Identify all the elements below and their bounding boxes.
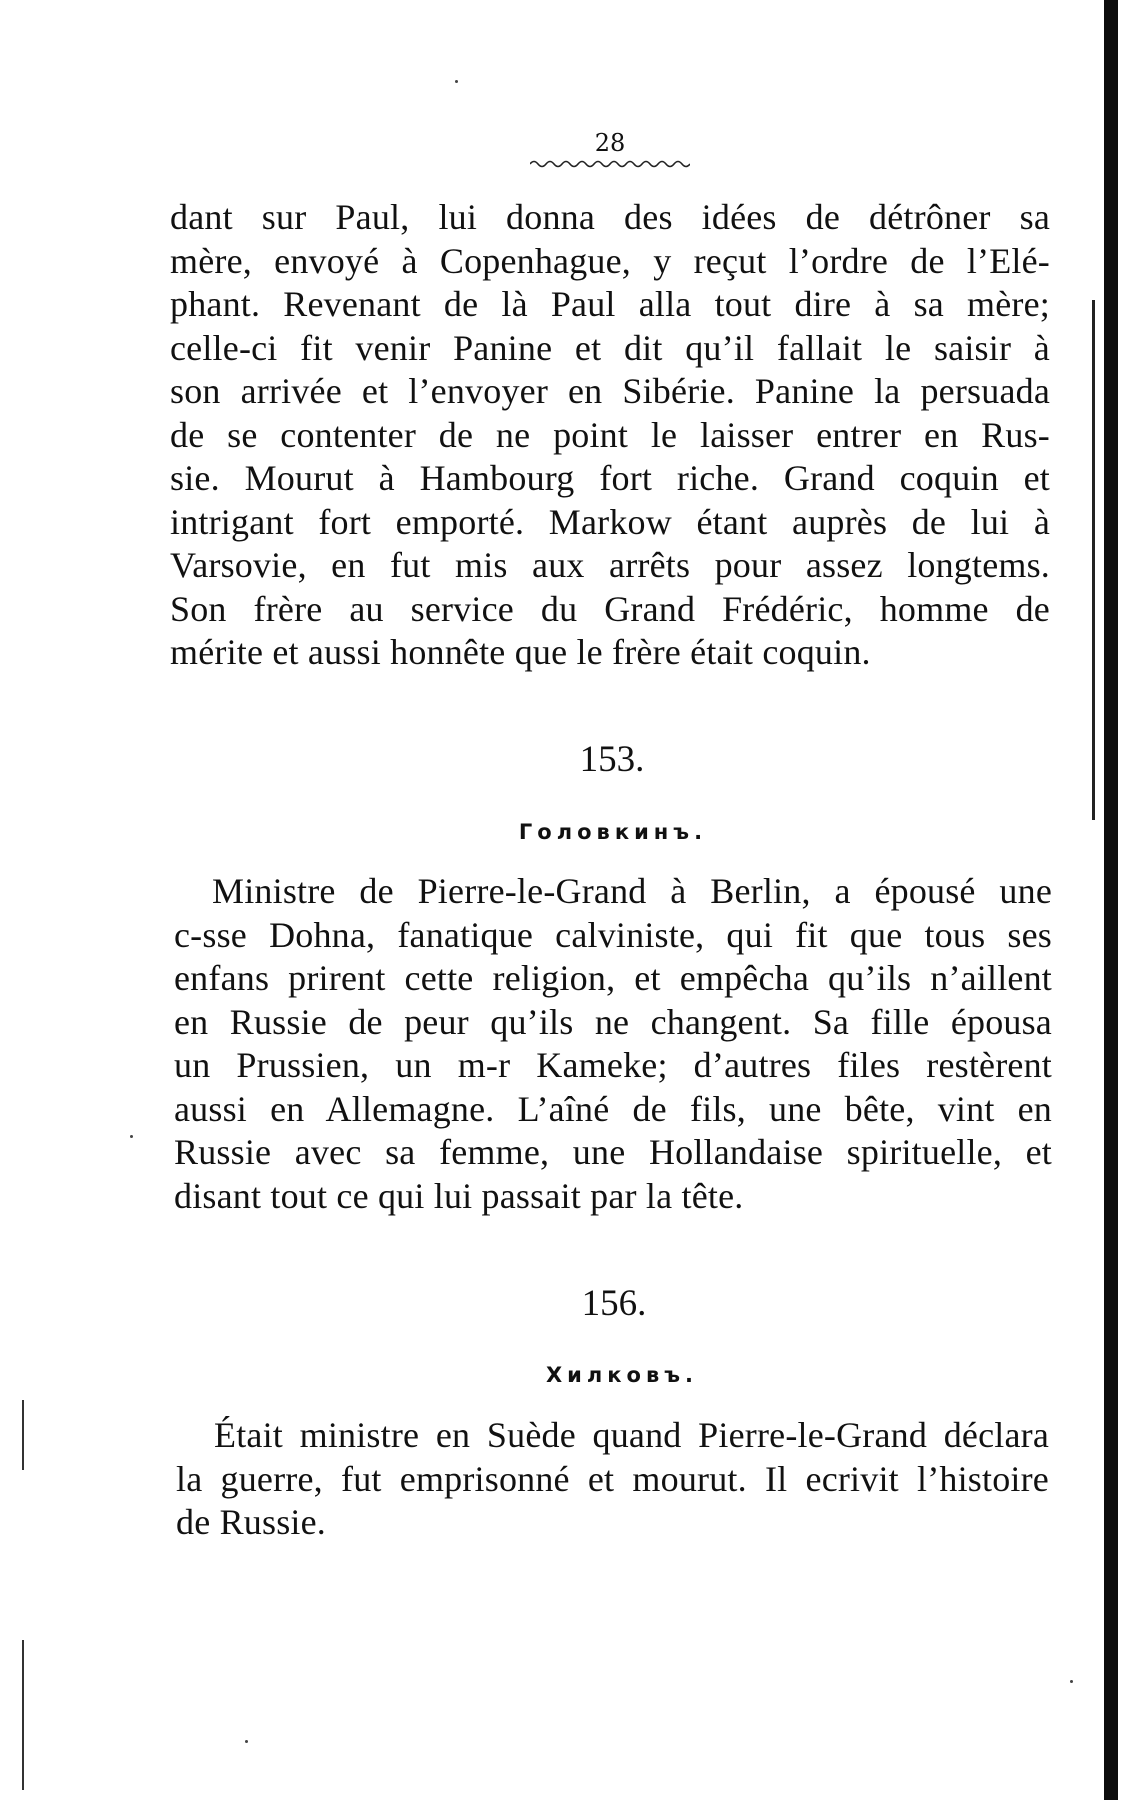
entry-heading: Хилковъ.	[545, 1363, 698, 1387]
scan-mark-left-upper	[22, 1400, 24, 1470]
text-line: Était ministre en Suède quand Pierre-le-Grand déclara	[214, 1415, 1049, 1455]
text-line: de se contenter de ne point le laisser entrer en Rus-	[170, 414, 1050, 455]
text-line: de Russie.	[176, 1502, 326, 1542]
scan-mark-left-lower	[22, 1640, 24, 1790]
text-line: dant sur Paul, lui donna des idées de détrôner sa	[170, 197, 1050, 237]
wavy-rule-ornament	[530, 159, 690, 169]
text-line: mérite et aussi honnête que le frère était coquin.	[170, 632, 871, 672]
scan-edge-right	[1104, 0, 1118, 1800]
text-line: enfans prirent cette religion, et empêcha qu’ils n’aillent	[174, 958, 1052, 998]
text-line: Son frère au service du Grand Frédéric, homme de	[170, 588, 1050, 629]
entry-paragraph	[176, 1414, 1049, 1545]
continued-paragraph	[170, 196, 1050, 675]
entry-paragraph	[174, 870, 1052, 1218]
scan-speck	[245, 1740, 248, 1743]
text-line: en Russie de peur qu’ils ne changent. Sa fille épousa	[174, 1001, 1052, 1042]
text-line: Ministre de Pierre-le-Grand à Berlin, a épousé une	[212, 871, 1052, 911]
text-line: disant tout ce qui lui passait par la tête.	[174, 1175, 744, 1216]
entry-number: 156.	[581, 1283, 647, 1324]
text-line: son arrivée et l’envoyer en Sibérie. Panine la persuada	[170, 371, 1050, 411]
text-line: sie. Mourut à Hambourg fort riche. Grand coquin et	[170, 458, 1050, 498]
entry-heading: Головкинъ.	[518, 820, 708, 844]
text-line: c-sse Dohna, fanatique calviniste, qui fit que tous ses	[174, 914, 1052, 955]
text-line: aussi en Allemagne. L’aîné de fils, une bête, vint en	[174, 1088, 1052, 1129]
text-line: celle-ci fit venir Panine et dit qu’il fallait le saisir à	[170, 327, 1050, 368]
text-line: intrigant fort emporté. Markow étant auprès de lui à	[170, 501, 1050, 542]
scan-speck	[1070, 1680, 1073, 1683]
entry-number: 153.	[579, 739, 645, 780]
text-line: phant. Revenant de là Paul alla tout dire à sa mère;	[170, 284, 1050, 324]
text-line: un Prussien, un m-r Kameke; d’autres files restèrent	[174, 1045, 1052, 1085]
scan-speck	[130, 1135, 133, 1138]
text-line: Russie avec sa femme, une Hollandaise spirituelle, et	[174, 1132, 1052, 1172]
page-number: 28	[594, 129, 626, 157]
scan-edge-line	[1092, 300, 1095, 820]
scan-speck	[455, 80, 458, 83]
text-line: la guerre, fut emprisonné et mourut. Il ecrivit l’histoire	[176, 1458, 1049, 1499]
text-line: Varsovie, en fut mis aux arrêts pour assez longtems.	[170, 545, 1050, 585]
text-line: mère, envoyé à Copenhague, y reçut l’ordre de l’Elé-	[170, 240, 1050, 281]
